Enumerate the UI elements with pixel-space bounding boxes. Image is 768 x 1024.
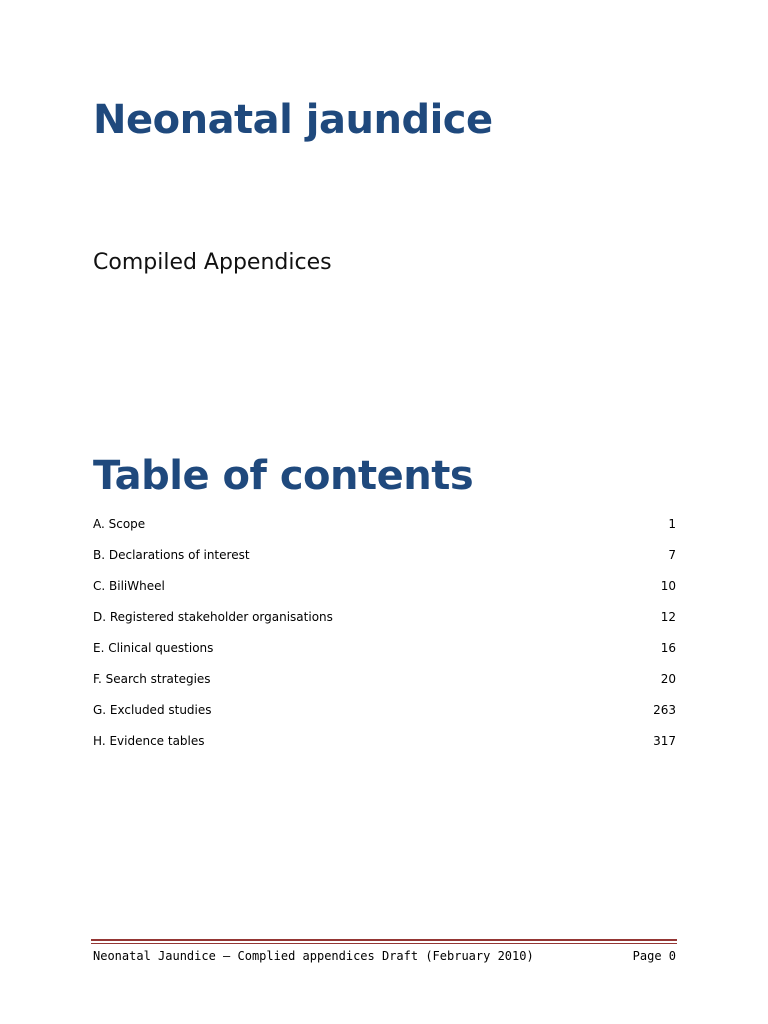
toc-item-label: G. Excluded studies xyxy=(93,702,212,717)
toc-item-label: A. Scope xyxy=(93,516,146,531)
toc-item-label: H. Evidence tables xyxy=(93,733,205,748)
toc-item-page: 16 xyxy=(660,640,676,655)
toc-list xyxy=(93,508,676,756)
toc-item-declarations[interactable] xyxy=(93,539,676,570)
toc-item-page: 263 xyxy=(653,702,676,717)
footer-divider xyxy=(91,939,677,944)
toc-item-clinical-questions[interactable] xyxy=(93,632,676,663)
page-footer xyxy=(93,946,676,966)
footer-page-number: Page 0 xyxy=(632,949,676,963)
footer-document-info: Neonatal Jaundice – Complied appendices Draft (February 2010) xyxy=(93,949,534,963)
toc-item-evidence-tables[interactable] xyxy=(93,725,676,756)
toc-item-scope[interactable] xyxy=(93,508,676,539)
toc-item-page: 20 xyxy=(660,671,676,686)
toc-item-page: 1 xyxy=(668,516,676,531)
toc-item-page: 10 xyxy=(660,578,676,593)
toc-item-stakeholders[interactable] xyxy=(93,601,676,632)
toc-item-label: D. Registered stakeholder organisations xyxy=(93,609,333,624)
toc-item-label: C. BiliWheel xyxy=(93,578,165,593)
toc-item-label: F. Search strategies xyxy=(93,671,211,686)
toc-item-search-strategies[interactable] xyxy=(93,663,676,694)
toc-item-label: B. Declarations of interest xyxy=(93,547,250,562)
toc-item-excluded-studies[interactable] xyxy=(93,694,676,725)
document-title: Neonatal jaundice xyxy=(93,97,493,143)
toc-item-label: E. Clinical questions xyxy=(93,640,214,655)
toc-heading: Table of contents xyxy=(93,453,474,499)
toc-item-biliwheel[interactable] xyxy=(93,570,676,601)
toc-item-page: 317 xyxy=(653,733,676,748)
document-subtitle: Compiled Appendices xyxy=(93,250,332,275)
toc-item-page: 12 xyxy=(660,609,676,624)
toc-item-page: 7 xyxy=(668,547,676,562)
